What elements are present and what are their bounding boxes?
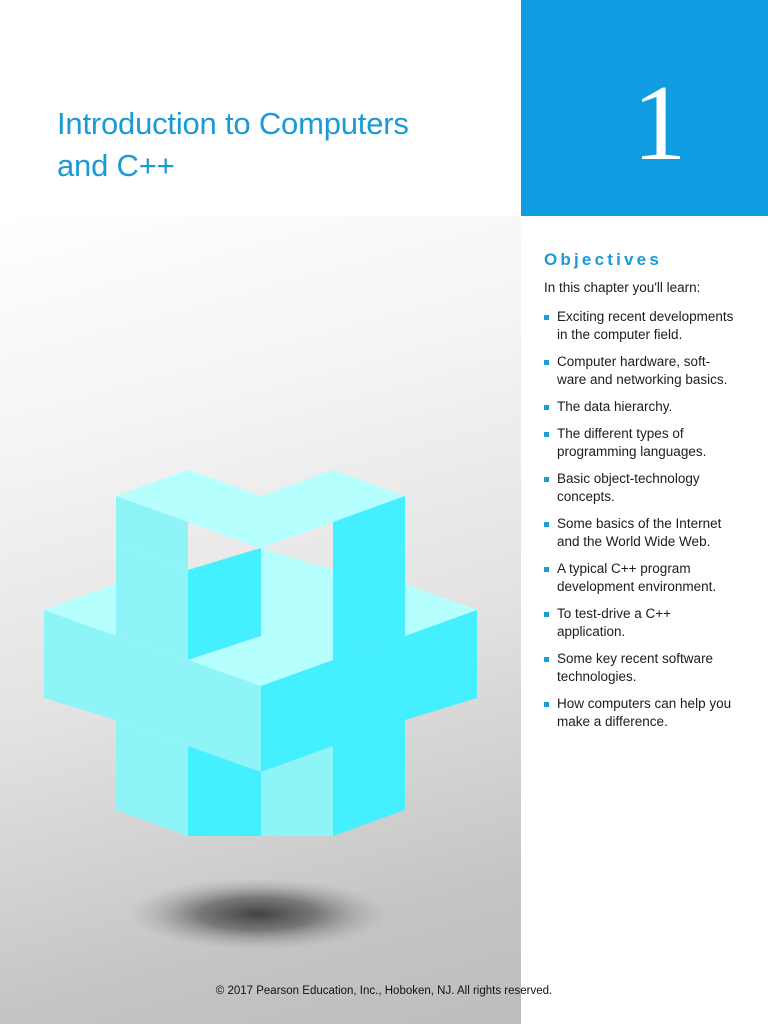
chapter-title-line-2: and C++ [57, 148, 175, 183]
chapter-title-area [0, 0, 521, 216]
chapter-title [57, 103, 497, 187]
bullet-square-icon [544, 405, 549, 410]
objective-item: To test-drive a C++ application. [544, 605, 756, 641]
objective-item: Computer hardware, soft- ware and networking basics. [544, 353, 756, 389]
objective-item: The data hierarchy. [544, 398, 756, 416]
objective-item: Exciting recent developments in the computer field. [544, 308, 756, 344]
3d-plus-cross-icon [0, 216, 521, 1024]
bullet-square-icon [544, 567, 549, 572]
objectives-heading: Objectives [544, 250, 662, 269]
objective-item: The different types of programming languages. [544, 425, 756, 461]
bullet-square-icon [544, 657, 549, 662]
bullet-square-icon [544, 315, 549, 320]
bullet-square-icon [544, 612, 549, 617]
chapter-number: 1 [632, 64, 687, 183]
objectives-sidebar [521, 216, 768, 1024]
objectives-intro: In this chapter you'll learn: [544, 280, 701, 295]
chapter-number-box [521, 0, 768, 216]
bullet-square-icon [544, 432, 549, 437]
cover-illustration-panel [0, 216, 521, 1024]
objective-item: Basic object-technology concepts. [544, 470, 756, 506]
objective-item: A typical C++ program development environment. [544, 560, 756, 596]
bullet-square-icon [544, 522, 549, 527]
bullet-square-icon [544, 477, 549, 482]
floor-shadow [128, 878, 388, 950]
objective-item: How computers can help you make a difference. [544, 695, 756, 731]
objective-item: Some key recent software technologies. [544, 650, 756, 686]
objectives-list [544, 308, 756, 740]
bullet-square-icon [544, 702, 549, 707]
objective-item: Some basics of the Internet and the World Wide Web. [544, 515, 756, 551]
chapter-title-line-1: Introduction to Computers [57, 106, 409, 141]
copyright-notice: © 2017 Pearson Education, Inc., Hoboken, NJ. All rights reserved. [215, 985, 553, 997]
cube-cross-shape [44, 470, 477, 836]
bullet-square-icon [544, 360, 549, 365]
